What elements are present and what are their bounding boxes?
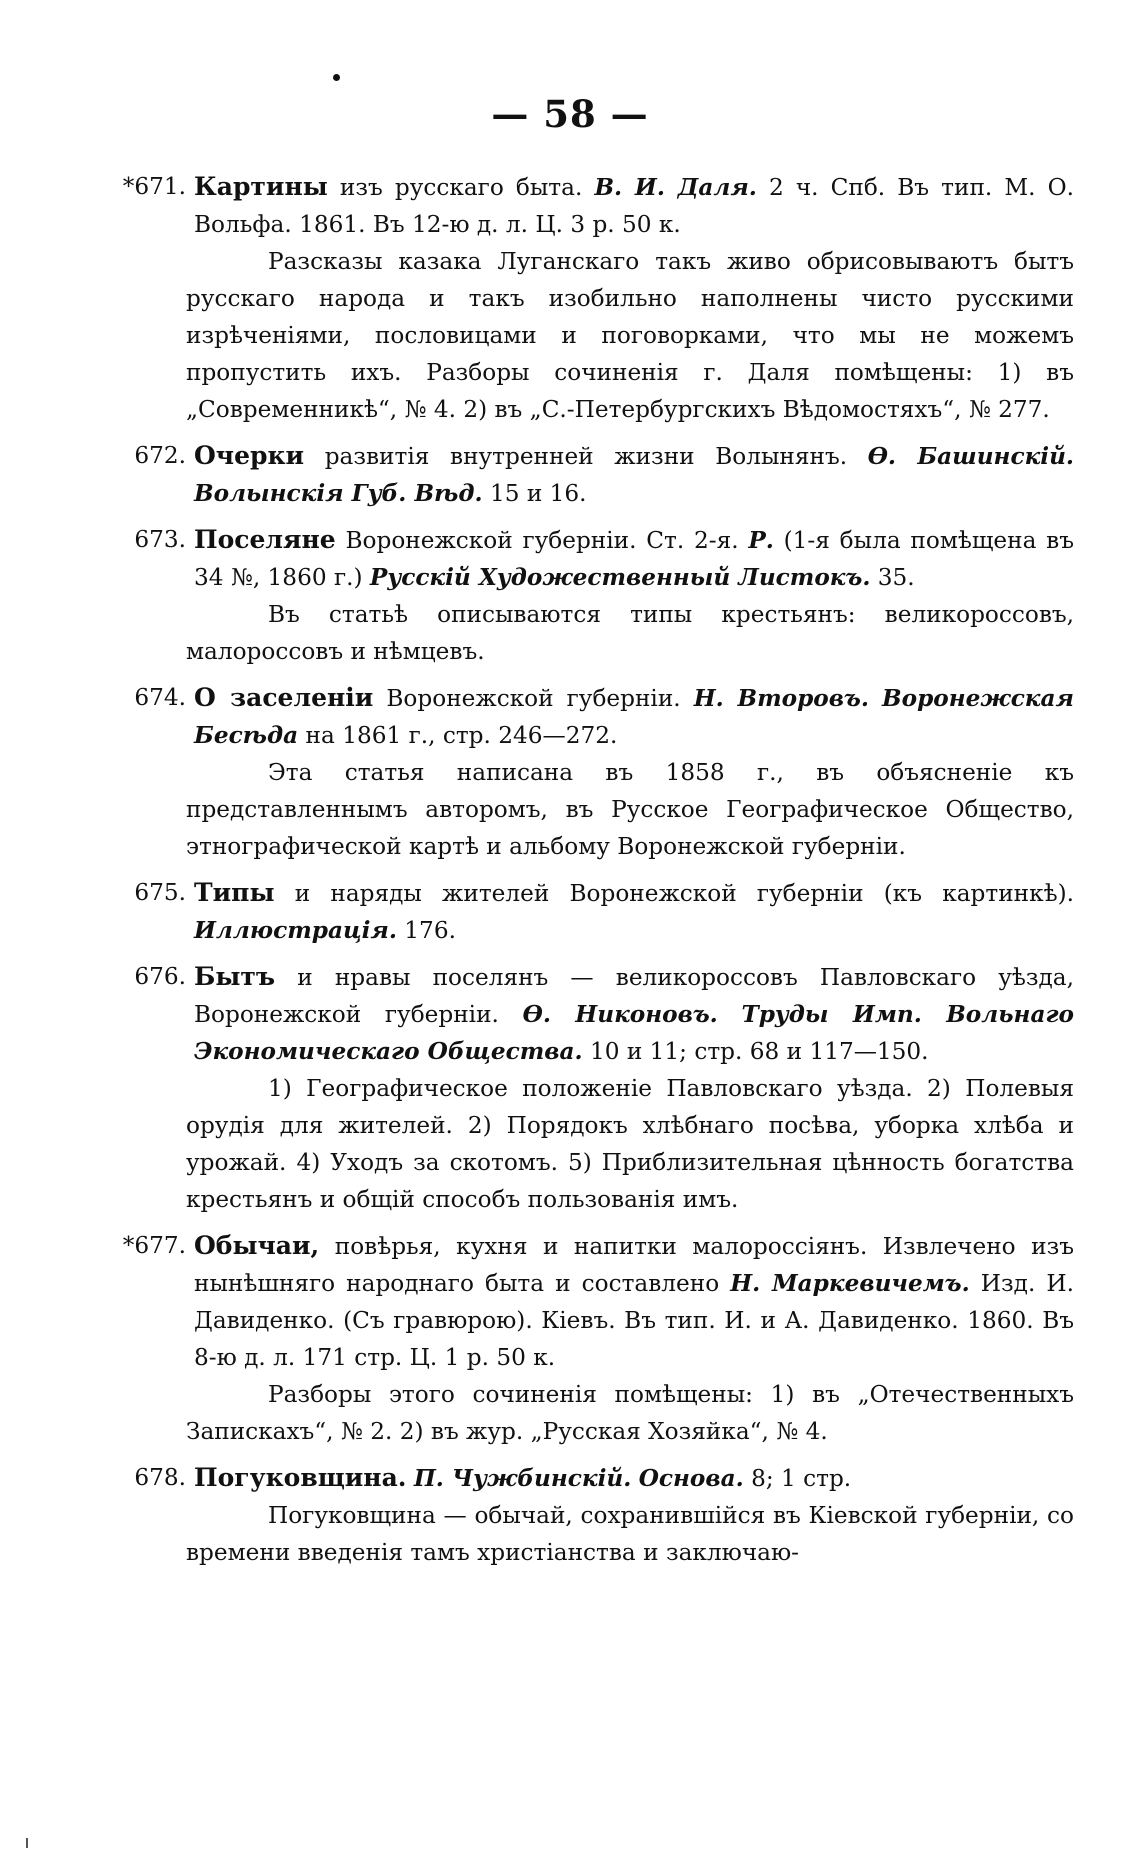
entry-annotation: Въ статьѣ описываются типы крестьянъ: великороссовъ, малороссовъ и нѣмцевъ. (186, 601, 1074, 665)
entry-text: 35. (870, 564, 915, 591)
bibliography-entry (64, 1459, 1074, 1571)
entry-citation (194, 437, 1074, 512)
entry-author: П. Чужбинскій. (413, 1465, 632, 1492)
entry-source: Основа. (638, 1465, 744, 1492)
entry-text: 10 и 11; стр. 68 и 117—150. (582, 1038, 929, 1065)
entry-number: 672. (134, 442, 186, 469)
entry-source: Волынскія Губ. Вѣд. (194, 480, 483, 507)
scan-speck (26, 1838, 28, 1848)
entry-text: 15 и 16. (482, 480, 587, 507)
entry-annotation: 1) Географическое положеніе Павловскаго уѣзда. 2) Полевыя орудія для жителей. 2) Порядокъ хлѣбнаго посѣва, уборка хлѣба и урожай. 4) Уходъ за скотомъ. 5) Приблизительная цѣнность богатства крестьянъ и общій способъ пользованія имъ. (186, 1075, 1074, 1213)
entry-number: 674. (134, 684, 186, 711)
entry-text: Воронежской губерніи. (373, 685, 694, 712)
entry-keyword: Обычаи, (194, 1231, 320, 1260)
entry-author: Н. Второвъ. (693, 685, 869, 712)
bibliography-entry (64, 1227, 1074, 1450)
ink-dot (333, 74, 340, 81)
entry-author: В. И. Даля. (594, 174, 757, 201)
entry-annotation: Разсказы казака Луганскаго такъ живо обрисовываютъ бытъ русскаго народа и такъ изобильно наполнены чисто русскими изрѣченіями, пословицами и поговорками, что мы не можемъ пропустить ихъ. Разборы сочиненія г. Даля помѣщены: 1) въ „Современникѣ“, № 4. 2) въ „С.-Петербургскихъ Вѣдомостяхъ“, № 277. (186, 248, 1074, 423)
bibliography-entry (64, 874, 1074, 949)
entry-keyword: Погуковщина. (194, 1463, 407, 1492)
entry-keyword: Бытъ (194, 962, 276, 991)
entry-text: (1-я была помѣщена въ 34 №, 1860 г.) (194, 527, 1074, 591)
entry-source: Воронежская Бесѣда (194, 685, 1074, 749)
entry-text: и наряды жителей Воронежской губерніи (къ картинкѣ). (274, 880, 1074, 907)
entry-number: 675. (134, 879, 186, 906)
entry-source: Иллюстрація. (194, 917, 397, 944)
entry-text (407, 1465, 414, 1492)
entry-annotation: Разборы этого сочиненія помѣщены: 1) въ „Отечественныхъ Запискахъ“, № 2. 2) въ жур. „Русская Хозяйка“, № 4. (186, 1381, 1074, 1445)
entry-text: Воронежской губерніи. Ст. 2-я. (335, 527, 749, 554)
entry-citation (194, 168, 1074, 243)
entry-citation (194, 679, 1074, 754)
entry-number: 678. (134, 1464, 186, 1491)
entry-citation (194, 521, 1074, 596)
entry-text: повѣрья, кухня и напитки малороссіянъ. Извлечено изъ нынѣшняго народнаго быта и составлено (194, 1233, 1074, 1297)
entry-text: и нравы поселянъ — великороссовъ Павловскаго уѣзда, Воронежской губерніи. (194, 964, 1074, 1028)
bibliography-entry (64, 958, 1074, 1218)
entry-text (631, 1465, 638, 1492)
entry-author: Ѳ. Никоновъ. (522, 1001, 718, 1028)
entry-annotation: Погуковщина — обычай, сохранившійся въ Кіевской губерніи, со времени введенія тамъ христіанства и заключаю- (186, 1502, 1074, 1566)
entry-source: Труды Имп. Вольнаго Экономическаго Общества. (194, 1001, 1074, 1065)
entry-author: Ѳ. Башинскій. (867, 443, 1075, 470)
bibliography-entry (64, 679, 1074, 865)
entry-keyword: О заселеніи (194, 683, 374, 712)
entry-keyword: Поселяне (194, 525, 336, 554)
entry-citation (194, 958, 1074, 1070)
entry-citation (194, 1227, 1074, 1376)
entry-source: Русскій Художественный Листокъ. (369, 564, 871, 591)
bibliography-entry (64, 437, 1074, 512)
entry-author: Р. (748, 527, 774, 554)
bibliography-list (64, 168, 1074, 1580)
entry-text: 2 ч. Спб. Въ тип. М. О. Вольфа. 1861. Въ 12-ю д. л. Ц. 3 р. 50 к. (194, 174, 1074, 238)
entry-number: 676. (134, 963, 186, 990)
entry-keyword: Очерки (194, 441, 305, 470)
entry-text (869, 685, 882, 712)
entry-text: изъ русскаго быта. (327, 174, 595, 201)
entry-author: Н. Маркевичемъ. (730, 1270, 970, 1297)
entry-number: 673. (134, 526, 186, 553)
entry-keyword: Типы (194, 878, 275, 907)
entry-text: 8; 1 стр. (743, 1465, 852, 1492)
bibliography-entry (64, 521, 1074, 670)
entry-keyword: Картины (194, 172, 328, 201)
entry-citation (194, 874, 1074, 949)
entry-text: 176. (396, 917, 456, 944)
entry-text: Изд. И. Давиденко. (Съ гравюрою). Кіевъ. Въ тип. И. и А. Давиденко. 1860. Въ 8-ю д. л. 171 стр. Ц. 1 р. 50 к. (194, 1270, 1074, 1371)
page-number: — 58 — (491, 92, 649, 136)
entry-annotation: Эта статья написана въ 1858 г., въ объясненіе къ представленнымъ авторомъ, въ Русское Географическое Общество, этнографической картѣ и альбому Воронежской губерніи. (186, 759, 1074, 860)
entry-text: на 1861 г., стр. 246—272. (298, 722, 618, 749)
entry-number: *677. (122, 1232, 186, 1259)
bibliography-entry (64, 168, 1074, 428)
entry-text (718, 1001, 742, 1028)
entry-text: развитія внутренней жизни Волынянъ. (304, 443, 868, 470)
entry-number: *671. (122, 173, 186, 200)
entry-citation (194, 1459, 1074, 1497)
